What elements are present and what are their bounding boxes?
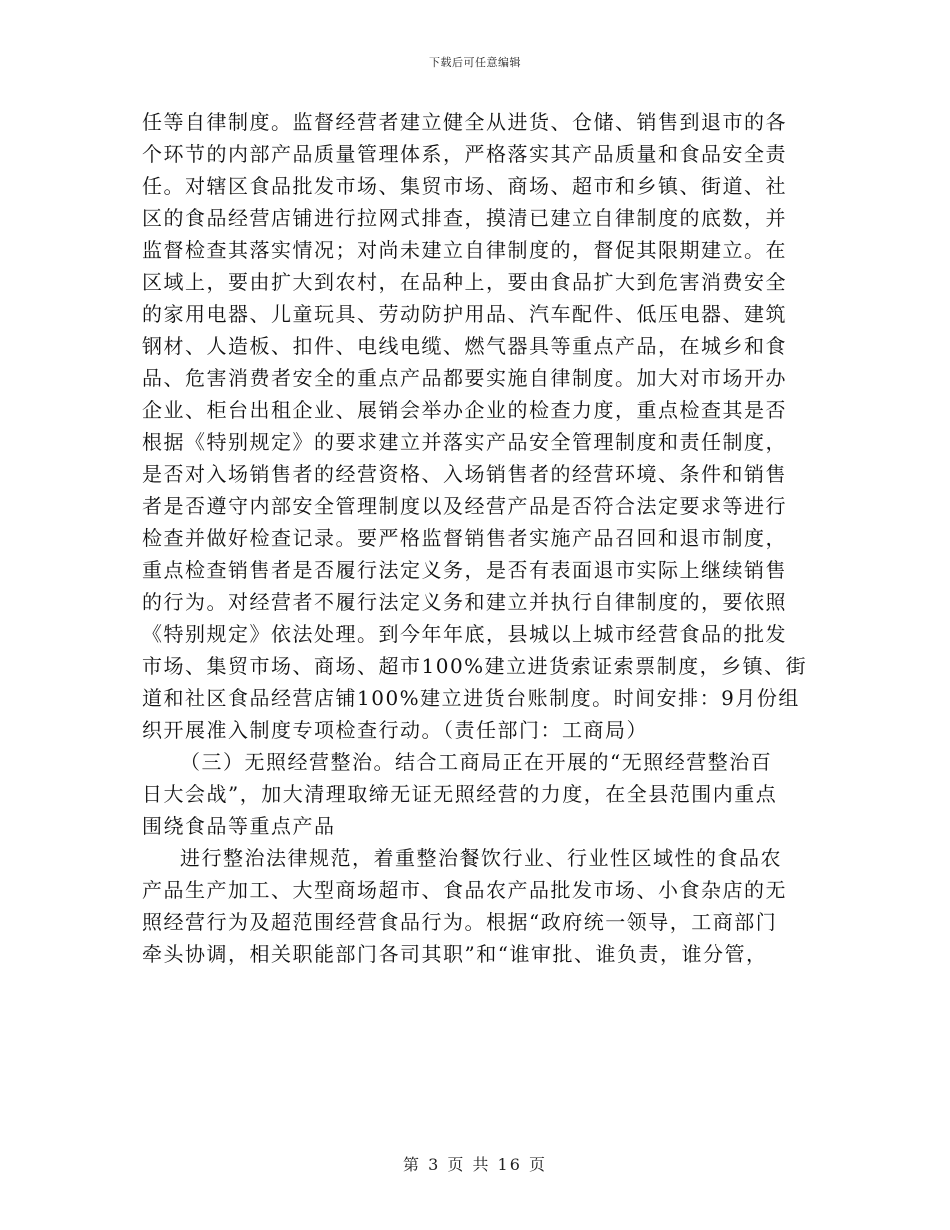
text-line: 监督检查其落实情况；对尚未建立自律制度的，督促其限期建立。在 xyxy=(142,238,787,262)
text-line: 的行为。对经营者不履行法定义务和建立并执行自律制度的，要依照 xyxy=(142,590,787,614)
text-line: 日大会战”，加大清理取缔无证无照经营的力度，在全县范围内重点 xyxy=(142,782,778,806)
text-line: 检查并做好检查记录。要严格监督销售者实施产品召回和退市制度， xyxy=(142,526,787,550)
text-line: 照经营行为及超范围经营食品行为。根据“政府统一领导，工商部门 xyxy=(142,910,778,934)
text-line: 钢材、人造板、扣件、电线电缆、燃气器具等重点产品，在城乡和食 xyxy=(142,334,787,358)
text-line: 个环节的内部产品质量管理体系，严格落实其产品质量和食品安全责 xyxy=(142,142,787,166)
text-line: 《特别规定》依法处理。到今年年底，县城以上城市经营食品的批发 xyxy=(142,622,787,646)
text-line: 产品生产加工、大型商场超市、食品农产品批发市场、小食杂店的无 xyxy=(142,878,787,902)
text-line: 是否对入场销售者的经营资格、入场销售者的经营环境、条件和销售 xyxy=(142,462,787,486)
text-line: 者是否遵守内部安全管理制度以及经营产品是否符合法定要求等进行 xyxy=(142,494,787,518)
text-line: 的家用电器、儿童玩具、劳动防护用品、汽车配件、低压电器、建筑 xyxy=(142,302,787,326)
text-line: 根据《特别规定》的要求建立并落实产品安全管理制度和责任制度， xyxy=(142,430,787,454)
text-line: 任等自律制度。监督经营者建立健全从进货、仓储、销售到退市的各 xyxy=(142,110,787,134)
text-line: 任。对辖区食品批发市场、集贸市场、商场、超市和乡镇、街道、社 xyxy=(142,174,787,198)
page-header: 下载后可任意编辑 xyxy=(429,56,521,69)
text-line: 区域上，要由扩大到农村，在品种上，要由食品扩大到危害消费安全 xyxy=(142,270,787,294)
section-heading-line: （三）无照经营整治。结合工商局正在开展的“无照经营整治百 xyxy=(180,750,773,774)
text-line: 围绕食品等重点产品 xyxy=(142,814,336,838)
text-line: 区的食品经营店铺进行拉网式排查，摸清已建立自律制度的底数，并 xyxy=(142,206,787,230)
document-body xyxy=(142,106,810,970)
text-line: 重点检查销售者是否履行法定义务，是否有表面退市实际上继续销售 xyxy=(142,558,787,582)
paragraph-start-line: 进行整治法律规范，着重整治餐饮行业、行业性区域性的食品农 xyxy=(180,846,782,870)
text-line: 牵头协调，相关职能部门各司其职”和“谁审批、谁负责，谁分管， xyxy=(142,942,768,966)
text-line: 企业、柜台出租企业、展销会举办企业的检查力度，重点检查其是否 xyxy=(142,398,787,422)
text-line: 品、危害消费者安全的重点产品都要实施自律制度。加大对市场开办 xyxy=(142,366,787,390)
text-line: 道和社区食品经营店铺100%建立进货台账制度。时间安排：9月份组 xyxy=(142,686,800,710)
page-footer: 第 3 页 共 16 页 xyxy=(403,1155,547,1174)
text-line: 市场、集贸市场、商场、超市100%建立进货索证索票制度，乡镇、街 xyxy=(142,654,808,678)
text-line: 织开展准入制度专项检查行动。（责任部门：工商局） xyxy=(142,718,648,742)
